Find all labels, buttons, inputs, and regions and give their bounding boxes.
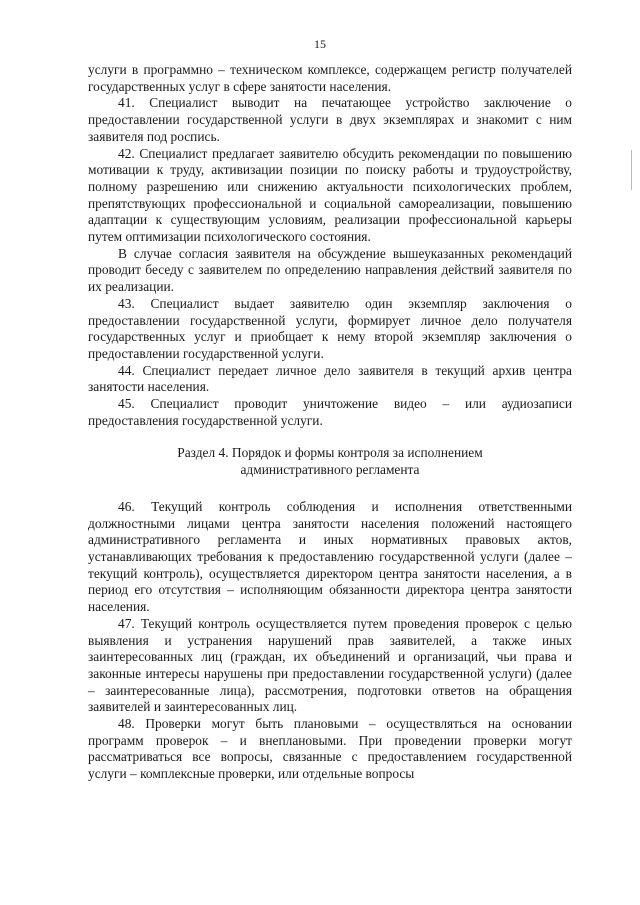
paragraph: 42. Специалист предлагает заявителю обсудить рекомендации по повышению мотивации к труду, активизации позиции по поиску работы и трудоустройству, полному разрешению или снижению актуальности психологических проблем, препятствующих профессиональной и социальной самореализации, повышению адаптации к существующим условиям, реализации профессиональной карьеры путем оптимизации психологического состояния. xyxy=(88,145,572,245)
section-heading xyxy=(88,445,572,478)
paragraph: услуги в программно – техническом комплексе, содержащем регистр получателей государственных услуг в сфере занятости населения. xyxy=(88,62,572,94)
paragraph: 45. Специалист проводит уничтожение видео – или аудиозаписи предоставления государственной услуги. xyxy=(88,396,572,428)
paragraphs-bottom xyxy=(88,499,572,783)
paragraph: 41. Специалист выводит на печатающее устройство заключение о предоставлении государственной услуги в двух экземплярах и знакомит с ним заявителя под роспись. xyxy=(88,95,572,144)
page-number: 15 xyxy=(314,37,326,51)
paragraph: В случае согласия заявителя на обсуждение вышеуказанных рекомендаций проводит беседу с заявителем по определению направления действий заявителя по их реализации. xyxy=(88,245,572,295)
paragraphs-top xyxy=(88,62,572,429)
paragraph: 47. Текущий контроль осуществляется путем проведения проверок с целью выявления и устранения нарушений прав заявителей, а также иных заинтересованных лиц (граждан, их объединений и организаций, чьи права и законные интересы нарушены при предоставлении государственной услуги) (далее – заинтересованные лица), рассмотрения, подготовки ответов на обращения заявителей и заинтересованных лиц. xyxy=(88,615,572,715)
paragraph: 48. Проверки могут быть плановыми – осуществляться на основании программ проверок – и внеплановыми. При проведении проверки могут рассматриваться все вопросы, связанные с предоставлением государственной услуги – комплексные проверки, или отдельные вопросы xyxy=(88,716,572,782)
section-heading-line-1: Раздел 4. Порядок и формы контроля за исполнением xyxy=(177,445,483,461)
section-heading-line-2: административного регламента xyxy=(240,462,420,478)
document-body xyxy=(88,62,572,783)
scan-edge-mark xyxy=(631,150,632,190)
paragraph: 43. Специалист выдает заявителю один экземпляр заключения о предоставлении государственной услуги, формирует личное дело получателя государственных услуг и приобщает к нему второй экземпляр заключения о предоставлении государственной услуги. xyxy=(88,295,572,361)
paragraph: 46. Текущий контроль соблюдения и исполнения ответственными должностными лицами центра занятости населения положений настоящего административного регламента и иных нормативных правовых актов, устанавливающих требования к предоставлению государственной услуги (далее – текущий контроль), осуществляется директором центра занятости населения, а в период его отсутствия – исполняющим обязанности директора центра занятости населения. xyxy=(88,498,572,615)
paragraph: 44. Специалист передает личное дело заявителя в текущий архив центра занятости населения. xyxy=(88,362,572,395)
